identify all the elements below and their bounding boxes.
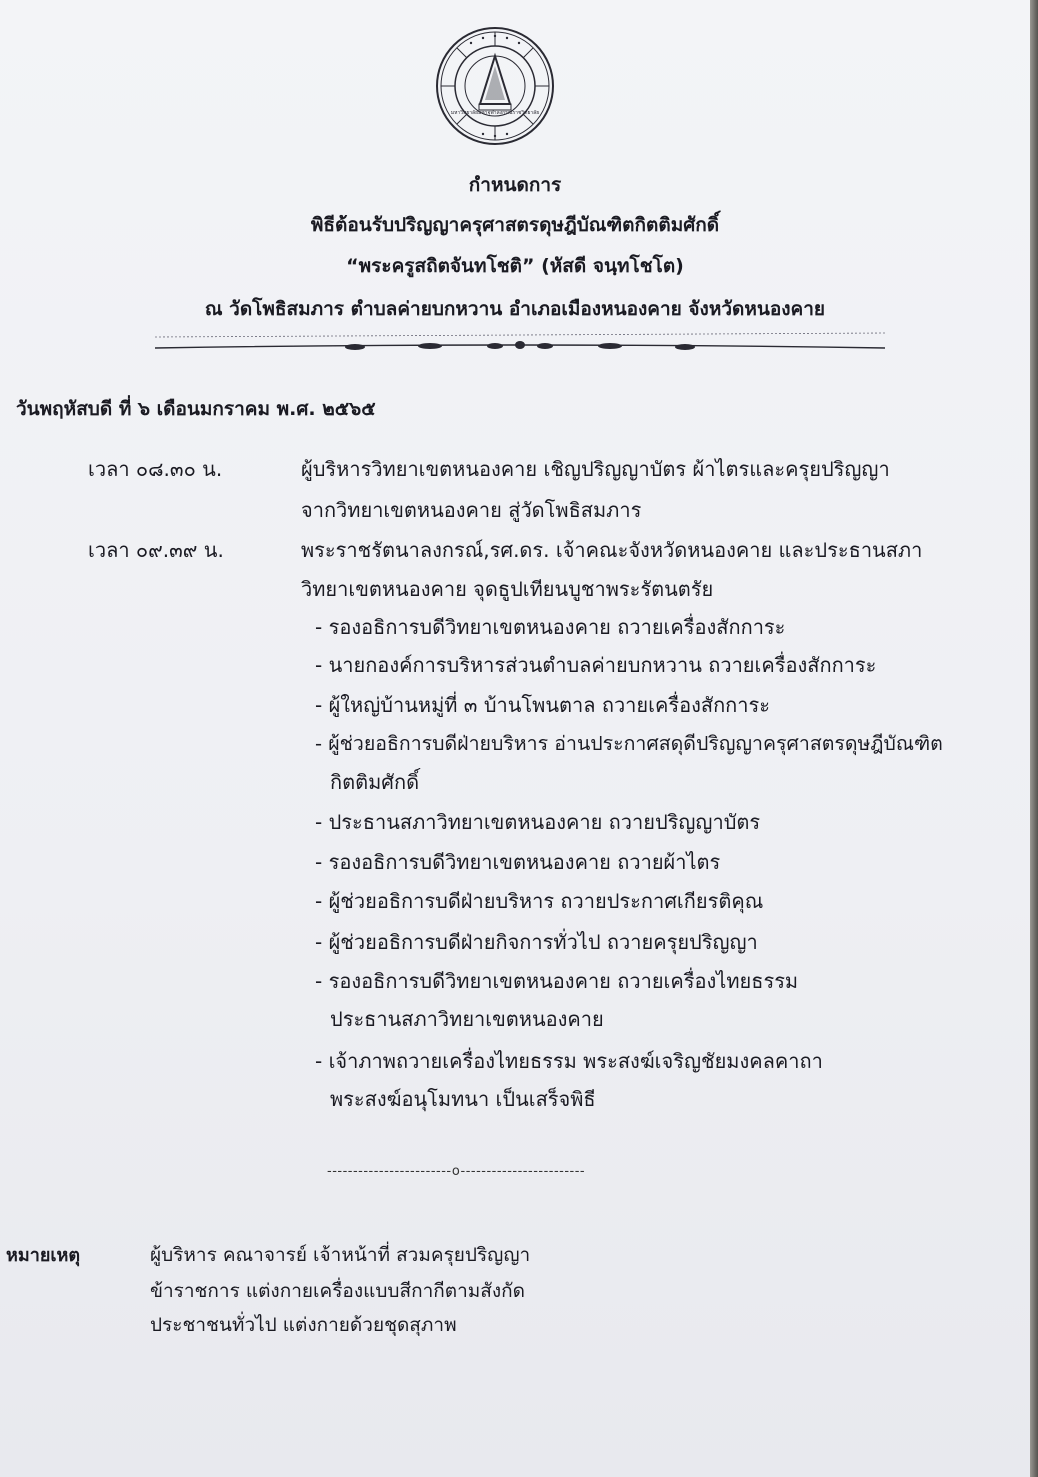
ceremony-title: พิธีต้อนรับปริญญาครุศาสตรดุษฎีบัณฑิตกิตติมศักดิ์ (310, 214, 720, 236)
time-label-1: เวลา ๐๘.๓๐ น. (88, 457, 223, 481)
time-1-text-line-1: ผู้บริหารวิทยาเขตหนองคาย เชิญปริญญาบัตร ผ้าไตรและครุยปริญญา (301, 457, 890, 481)
time-label-2: เวลา ๐๙.๓๙ น. (88, 538, 224, 562)
date-line: วันพฤหัสบดี ที่ ๖ เดือนมกราคม พ.ศ. ๒๕๖๕ (16, 398, 376, 420)
note-line: ประชาชนทั่วไป แต่งกายด้วยชุดสุภาพ (150, 1314, 457, 1336)
university-seal (435, 26, 555, 146)
list-item-continuation: กิตติมศักดิ์ (330, 770, 420, 794)
list-item: - ผู้ช่วยอธิการบดีฝ่ายบริหาร อ่านประกาศสดุดีปริญญาครุศาสตรดุษฎีบัณฑิต (315, 732, 943, 755)
time-2-text-line-2: วิทยาเขตหนองคาย จุดธูปเทียนบูชาพระรัตนตรัย (301, 577, 714, 601)
list-item: - ผู้ช่วยอธิการบดีฝ่ายบริหาร ถวายประกาศเกียรติคุณ (315, 889, 764, 913)
time-2-text-line-1: พระราชรัตนาลงกรณ์,รศ.ดร. เจ้าคณะจังหวัดหนองคาย และประธานสภา (301, 538, 923, 562)
list-item: - รองอธิการบดีวิทยาเขตหนองคาย ถวายผ้าไตร (315, 850, 721, 874)
note-label: หมายเหตุ (6, 1245, 81, 1266)
page-edge-shadow (1030, 0, 1038, 1477)
list-item: - ผู้ช่วยอธิการบดีฝ่ายกิจการทั่วไป ถวายครุยปริญญา (315, 930, 758, 954)
seal-lettering: มหาวิทยาลัยมหาจุฬาลงกรณราชวิทยาลัย (450, 110, 540, 116)
note-line: ผู้บริหาร คณาจารย์ เจ้าหน้าที่ สวมครุยปริญญา (150, 1244, 531, 1266)
list-item: - รองอธิการบดีวิทยาเขตหนองคาย ถวายเครื่องสักการะ (315, 615, 786, 639)
note-line: ข้าราชการ แต่งกายเครื่องแบบสีกากีตามสังกัด (150, 1280, 525, 1302)
time-1-text-line-2: จากวิทยาเขตหนองคาย สู่วัดโพธิสมภาร (301, 498, 642, 522)
list-item-continuation: ประธานสภาวิทยาเขตหนองคาย (330, 1007, 604, 1031)
list-item: - ผู้ใหญ่บ้านหมู่ที่ ๓ บ้านโพนตาล ถวายเครื่องสักการะ (315, 693, 771, 717)
honoree-name: “พระครูสถิตจันทโชติ” (หัสดี จนฺทโชโต) (346, 255, 684, 277)
list-item-continuation: พระสงฆ์อนุโมทนา เป็นเสร็จพิธี (330, 1087, 596, 1111)
doc-title: กำหนดการ (468, 174, 562, 196)
section-separator: ------------------------o------------------------ (327, 1164, 586, 1179)
venue-line: ณ วัดโพธิสมภาร ตำบลค่ายบกหวาน อำเภอเมืองหนองคาย จังหวัดหนองคาย (204, 298, 826, 320)
list-item: - เจ้าภาพถวายเครื่องไทยธรรม พระสงฆ์เจริญชัยมงคลคาถา (315, 1049, 823, 1073)
list-item: - รองอธิการบดีวิทยาเขตหนองคาย ถวายเครื่องไทยธรรม (315, 969, 799, 993)
list-item: - นายกองค์การบริหารส่วนตำบลค่ายบกหวาน ถวายเครื่องสักการะ (315, 653, 877, 677)
ornamental-divider (155, 328, 885, 358)
list-item: - ประธานสภาวิทยาเขตหนองคาย ถวายปริญญาบัตร (315, 810, 761, 834)
